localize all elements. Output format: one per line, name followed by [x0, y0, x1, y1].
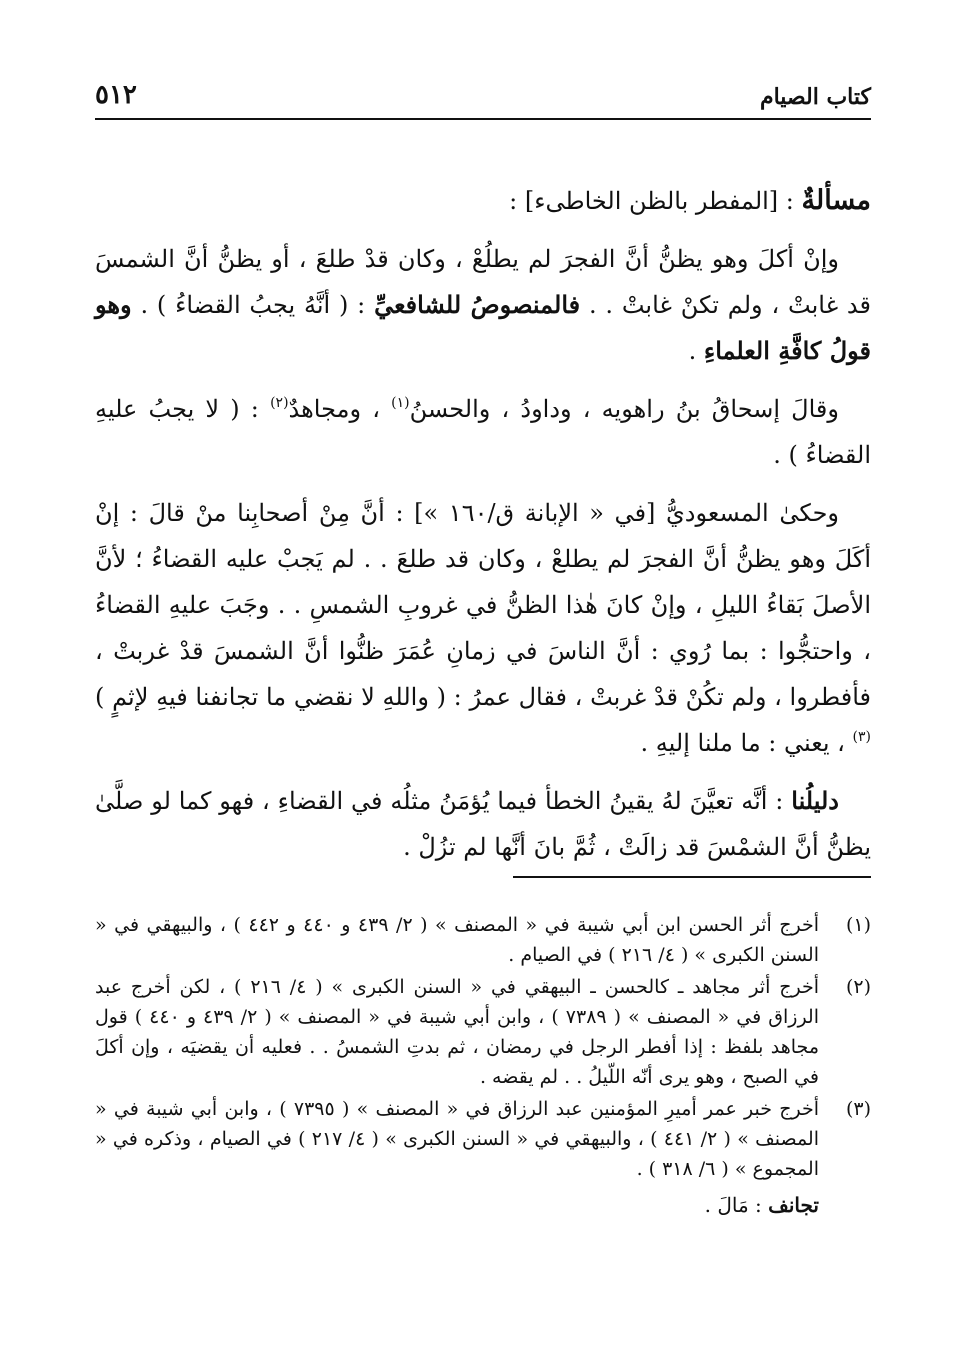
p3-text-b: ، يعني : ما ملنا إليهِ .	[640, 729, 853, 757]
paragraph-1	[95, 236, 871, 374]
glossary-note	[95, 1190, 819, 1220]
p1-text-a: وإنْ أكلَ وهو يظنُّ أنَّ الفجرَ لم يطلُعْ ، وكان قدْ طلعَ ، أو يظنُّ أنَّ الشمسَ قد غابتْ ، ولم تكنْ غابتْ . .	[95, 245, 871, 319]
main-text	[95, 178, 871, 882]
paragraph-2	[95, 386, 871, 478]
evidence-label: دليلُنا	[791, 786, 839, 815]
footnote-number: (٢)	[845, 976, 871, 998]
p4-text: : أنَّه تعيَّنَ لهُ يقينُ الخطأ فيما يُؤمَنُ مثلُه في القضاءِ ، فهو كما لو صلَّىٰ يظنُّ أنَّ الشمْسَ قد زالَتْ ، ثُمَّ بانَ أنَّها لم تزُلْ .	[95, 787, 871, 861]
footnote-number: (١)	[845, 914, 871, 936]
footnote-text: أخرج أثر مجاهد ـ كالحسن ـ البيهقي في « السنن الكبرى » ( ٤/ ٢١٦ ) ، لكن أخرج عبد الرزاق في « المصنف » ( ٧٣٨٩ ) ، وابن أبي شيبة في « المصنف » ( ٢/ ٤٣٩ و ٤٤٠ ) قول مجاهد بلفظ : إذا أفطر الرجل في رمضان ، ثم بدتِ الشمسُ . . فعليه أن يقضيَه ، وإن أكلَ في الصبح ، وهو يرى أنّه اللّيلُ . . لم يقضه .	[95, 976, 819, 1088]
footnote-ref-1[interactable]: (١)	[391, 395, 410, 411]
p1-text-e: .	[688, 337, 704, 365]
p1-bold-ulama: وهو قولُ كافَّةِ العلماءِ	[95, 290, 871, 365]
paragraph-3	[95, 490, 871, 766]
question-heading	[95, 178, 871, 224]
p3-text-a: وحكىٰ المسعوديُّ [في « الإبانة ق/١٦٠ »] : أنَّ مِنْ أصحابِنا منْ قالَ : إنْ أكَلَ وهو يظنُّ أنَّ الفجرَ لم يطلعْ ، وكان قد طلعَ . . لم يَجبْ عليه القضاءُ ؛ لأنَّ الأصلَ بَقاءُ الليلِ ، وإنْ كانَ هٰذا الظنُّ في غروبِ الشمسِ . . وجَبَ عليهِ القضاءُ ، واحتجُّوا : بما رُوي : أنَّ الناسَ في زمانِ عُمَرَ ظنُّوا أنَّ الشمسَ قدْ غربتْ ، فأفطروا ، ولم تكُنْ قدْ غربتْ ، فقال عمرُ : ( واللهِ لا نقضي ما تجانفنا فيهِ لإثمٍ )	[95, 499, 871, 711]
footnote-text: أخرج خبر عمر أميرِ المؤمنين عبد الرزاق في « المصنف » ( ٧٣٩٥ ) ، وابن أبي شيبة في « المصنف » ( ٢/ ٤٤١ ) ، والبيهقي في « السنن الكبرى » ( ٤/ ٢١٧ ) في الصيام ، وذكره في « المجموع » ( ٦/ ٣١٨ ) .	[95, 1098, 820, 1180]
p1-bold-shafii: فالمنصوصُ للشافعيِّ	[374, 290, 581, 319]
footnote-divider	[513, 876, 871, 878]
running-title: كتاب الصيام	[759, 84, 871, 110]
p2-text-b: ، ومجاهدٌ	[288, 395, 392, 423]
footnote-item	[95, 972, 871, 1092]
question-title: : [المفطر بالظن الخاطىء] :	[509, 187, 802, 215]
footnotes	[95, 910, 871, 1220]
p2-text-a: وقالَ إسحاقُ بنُ راهويه ، وداودُ ، والحسنُ	[409, 395, 839, 423]
footnote-item	[95, 910, 871, 970]
footnote-item	[95, 1094, 871, 1184]
paragraph-4	[95, 778, 871, 870]
footnote-number: (٣)	[845, 1098, 871, 1120]
footnote-ref-2[interactable]: (٢)	[270, 395, 289, 411]
glossary-term: تجانف	[768, 1193, 819, 1217]
p1-text-c: : ( أنَّهُ يجبُ القضاءُ ) .	[131, 291, 375, 319]
glossary-meaning: : مَالَ .	[704, 1193, 769, 1217]
question-label: مسألةٌ	[801, 185, 871, 216]
footnote-text: أخرج أثر الحسن ابن أبي شيبة في « المصنف » ( ٢/ ٤٣٩ و ٤٤٠ و ٤٤٢ ) ، والبيهقي في « السنن الكبرى » ( ٤/ ٢١٦ ) في الصيام .	[95, 914, 819, 966]
p2-text-c: : ( لا يجبُ عليهِ القضاءُ ) .	[95, 395, 871, 469]
page-header	[95, 78, 871, 120]
footnote-ref-3[interactable]: (٣)	[852, 729, 871, 745]
page-number: ٥١٢	[95, 80, 137, 110]
